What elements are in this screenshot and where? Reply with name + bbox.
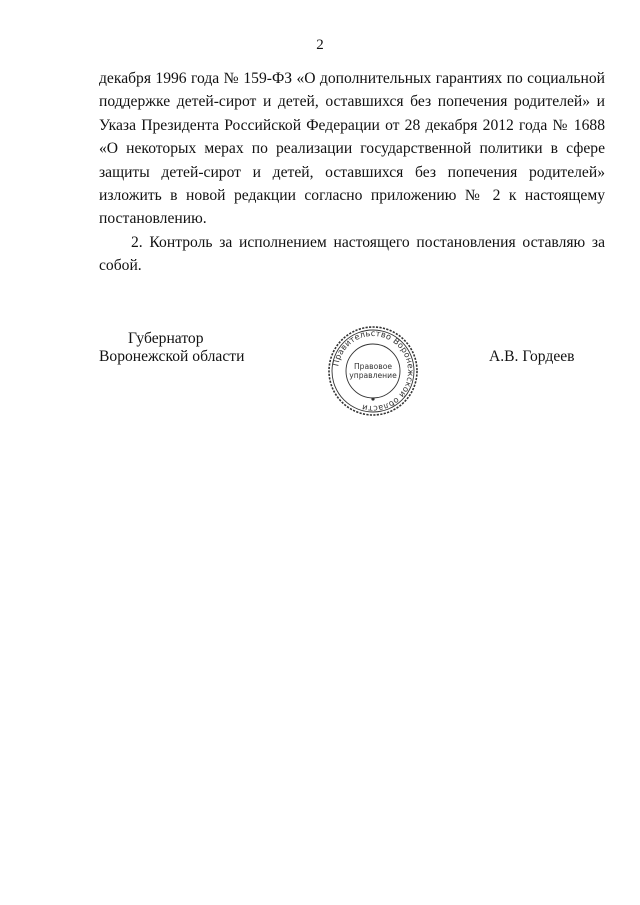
document-body xyxy=(99,67,605,278)
stamp-center-line-1: Правовое xyxy=(353,362,393,371)
signatory-position-title: Губернатор xyxy=(128,330,204,347)
page-number: 2 xyxy=(316,37,324,53)
stamp-star-mark xyxy=(371,397,374,400)
stamp-ring-text: Правительство Воронежской области xyxy=(330,327,417,415)
paragraph-control-clause: 2. Контроль за исполнением настоящего постановления оставляю за собой. xyxy=(99,233,605,275)
signature-block xyxy=(0,325,640,415)
signatory-position-region: Воронежской области xyxy=(99,348,245,365)
official-stamp xyxy=(327,325,419,417)
paragraph-continuation: декабря 1996 года № 159-ФЗ «О дополнительных гарантиях по социальной поддержке детей-сирот и детей, оставшихся без попечения родителей» и Указа Президента Российской Федерации от 28 декабря 2012 года № 1688 «О некоторых мерах по реализации государственной политики в сфере защиты детей-сирот и детей, оставшихся без попечения родителей» изложить в новой редакции согласно приложению № 2 к настоящему постановлению. xyxy=(99,70,605,228)
signatory-name: А.В. Гордеев xyxy=(489,348,575,365)
stamp-center-line-2: управление xyxy=(349,371,397,380)
